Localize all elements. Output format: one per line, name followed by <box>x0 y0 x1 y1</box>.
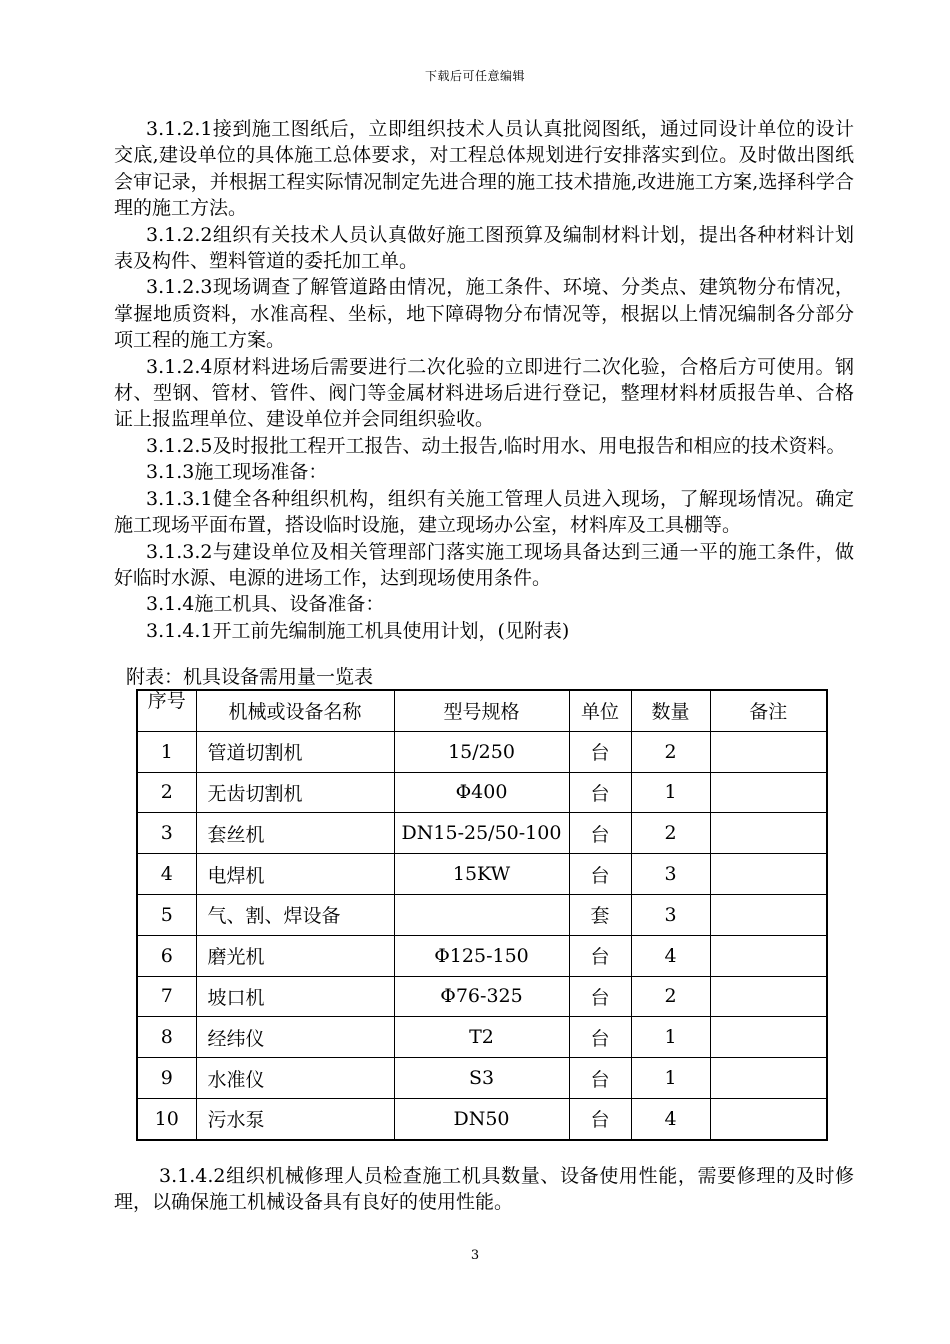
cell-note <box>710 854 827 895</box>
cell-name: 无齿切割机 <box>196 772 394 813</box>
table-row <box>137 854 827 895</box>
cell-spec: DN50 <box>394 1098 569 1139</box>
table-row <box>137 1058 827 1099</box>
table-row <box>137 894 827 935</box>
cell-spec: S3 <box>394 1058 569 1099</box>
cell-unit: 台 <box>569 1098 631 1139</box>
cell-qty: 1 <box>631 1017 710 1058</box>
table-row <box>137 1017 827 1058</box>
cell-name: 电焊机 <box>196 854 394 895</box>
cell-qty: 3 <box>631 894 710 935</box>
cell-unit: 台 <box>569 731 631 772</box>
cell-name: 管道切割机 <box>196 731 394 772</box>
paragraph: 3.1.3.2与建设单位及相关管理部门落实施工现场具备达到三通一平的施工条件，做好临时水源、电源的进场工作，达到现场使用条件。 <box>114 540 854 589</box>
cell-seq: 8 <box>137 1017 196 1058</box>
paragraph: 3.1.3.1健全各种组织机构，组织有关施工管理人员进入现场，了解现场情况。确定施工现场平面布置，搭设临时设施，建立现场办公室，材料库及工具棚等。 <box>114 487 854 537</box>
table-row <box>137 772 827 813</box>
cell-seq: 6 <box>137 935 196 976</box>
table-row <box>137 935 827 976</box>
column-header: 单位 <box>569 690 631 731</box>
cell-unit: 台 <box>569 1058 631 1099</box>
cell-unit: 台 <box>569 935 631 976</box>
cell-name: 污水泵 <box>196 1098 394 1139</box>
section-heading: 3.1.3施工现场准备： <box>146 461 328 484</box>
table-header-row <box>137 690 827 731</box>
cell-seq: 1 <box>137 731 196 772</box>
column-header: 序号 <box>137 690 196 731</box>
column-header: 机械或设备名称 <box>196 690 394 731</box>
cell-seq: 5 <box>137 894 196 935</box>
paragraph: 3.1.2.4原材料进场后需要进行二次化验的立即进行二次化验，合格后方可使用。钢材、型钢、管材、管件、阀门等金属材料进场后进行登记，整理材料材质报告单、合格证上报监理单位、建设单位并会同组织验收。 <box>114 355 854 431</box>
cell-spec: Φ125-150 <box>394 935 569 976</box>
cell-unit: 台 <box>569 772 631 813</box>
cell-name: 经纬仪 <box>196 1017 394 1058</box>
cell-name: 磨光机 <box>196 935 394 976</box>
cell-unit: 台 <box>569 854 631 895</box>
table-row <box>137 1098 827 1139</box>
cell-spec: DN15-25/50-100 <box>394 813 569 854</box>
table-caption: 附表：机具设备需用量一览表 <box>126 666 374 688</box>
paragraph: 3.1.2.5及时报批工程开工报告、动土报告,临时用水、用电报告和相应的技术资料。 <box>146 434 846 457</box>
cell-spec: T2 <box>394 1017 569 1058</box>
cell-qty: 4 <box>631 935 710 976</box>
cell-seq: 3 <box>137 813 196 854</box>
cell-note <box>710 772 827 813</box>
cell-unit: 套 <box>569 894 631 935</box>
cell-name: 套丝机 <box>196 813 394 854</box>
cell-seq: 4 <box>137 854 196 895</box>
cell-seq: 2 <box>137 772 196 813</box>
cell-qty: 2 <box>631 813 710 854</box>
cell-spec: 15KW <box>394 854 569 895</box>
equipment-table <box>136 689 828 1141</box>
cell-unit: 台 <box>569 813 631 854</box>
cell-note <box>710 1017 827 1058</box>
cell-note <box>710 813 827 854</box>
cell-note <box>710 935 827 976</box>
paragraph: 3.1.2.2组织有关技术人员认真做好施工图预算及编制材料计划，提出各种材料计划表及构件、塑料管道的委托加工单。 <box>114 223 854 273</box>
page-header: 下载后可任意编辑 <box>424 69 525 83</box>
cell-note <box>710 976 827 1017</box>
paragraph: 3.1.4.2组织机械修理人员检查施工机具数量、设备使用性能，需要修理的及时修理，以确保施工机械设备具有良好的使用性能。 <box>114 1165 854 1214</box>
column-header: 数量 <box>631 690 710 731</box>
cell-qty: 1 <box>631 1058 710 1099</box>
paragraph: 3.1.4.1开工前先编制施工机具使用计划，(见附表) <box>146 619 570 642</box>
cell-spec: Φ400 <box>394 772 569 813</box>
cell-seq: 10 <box>137 1098 196 1139</box>
cell-note <box>710 1058 827 1099</box>
cell-note <box>710 1098 827 1139</box>
cell-name: 水准仪 <box>196 1058 394 1099</box>
cell-qty: 2 <box>631 976 710 1017</box>
cell-note <box>710 731 827 772</box>
cell-qty: 1 <box>631 772 710 813</box>
table-row <box>137 976 827 1017</box>
cell-name: 坡口机 <box>196 976 394 1017</box>
cell-qty: 3 <box>631 854 710 895</box>
table-row <box>137 731 827 772</box>
table-row <box>137 813 827 854</box>
cell-unit: 台 <box>569 1017 631 1058</box>
cell-seq: 7 <box>137 976 196 1017</box>
cell-seq: 9 <box>137 1058 196 1099</box>
cell-qty: 2 <box>631 731 710 772</box>
section-heading: 3.1.4施工机具、设备准备： <box>146 593 385 616</box>
cell-unit: 台 <box>569 976 631 1017</box>
cell-spec: 15/250 <box>394 731 569 772</box>
paragraph: 3.1.2.3现场调查了解管道路由情况，施工条件、环境、分类点、建筑物分布情况，掌握地质资料，水准高程、坐标，地下障碍物分布情况等，根据以上情况编制各分部分项工程的施工方案。 <box>114 276 854 352</box>
cell-note <box>710 894 827 935</box>
cell-spec: Φ76-325 <box>394 976 569 1017</box>
column-header: 型号规格 <box>394 690 569 731</box>
cell-spec <box>394 894 569 935</box>
closing-text <box>114 1163 854 1216</box>
cell-name: 气、割、焊设备 <box>196 894 394 935</box>
column-header: 备注 <box>710 690 827 731</box>
cell-qty: 4 <box>631 1098 710 1139</box>
paragraph: 3.1.2.1接到施工图纸后，立即组织技术人员认真批阅图纸，通过同设计单位的设计交底,建设单位的具体施工总体要求，对工程总体规划进行安排落实到位。及时做出图纸会审记录，并根据工程实际情况制定先进合理的施工技术措施,改进施工方案,选择科学合理的施工方法。 <box>114 118 854 220</box>
page-number: 3 <box>470 1248 480 1263</box>
body-text <box>114 116 854 644</box>
